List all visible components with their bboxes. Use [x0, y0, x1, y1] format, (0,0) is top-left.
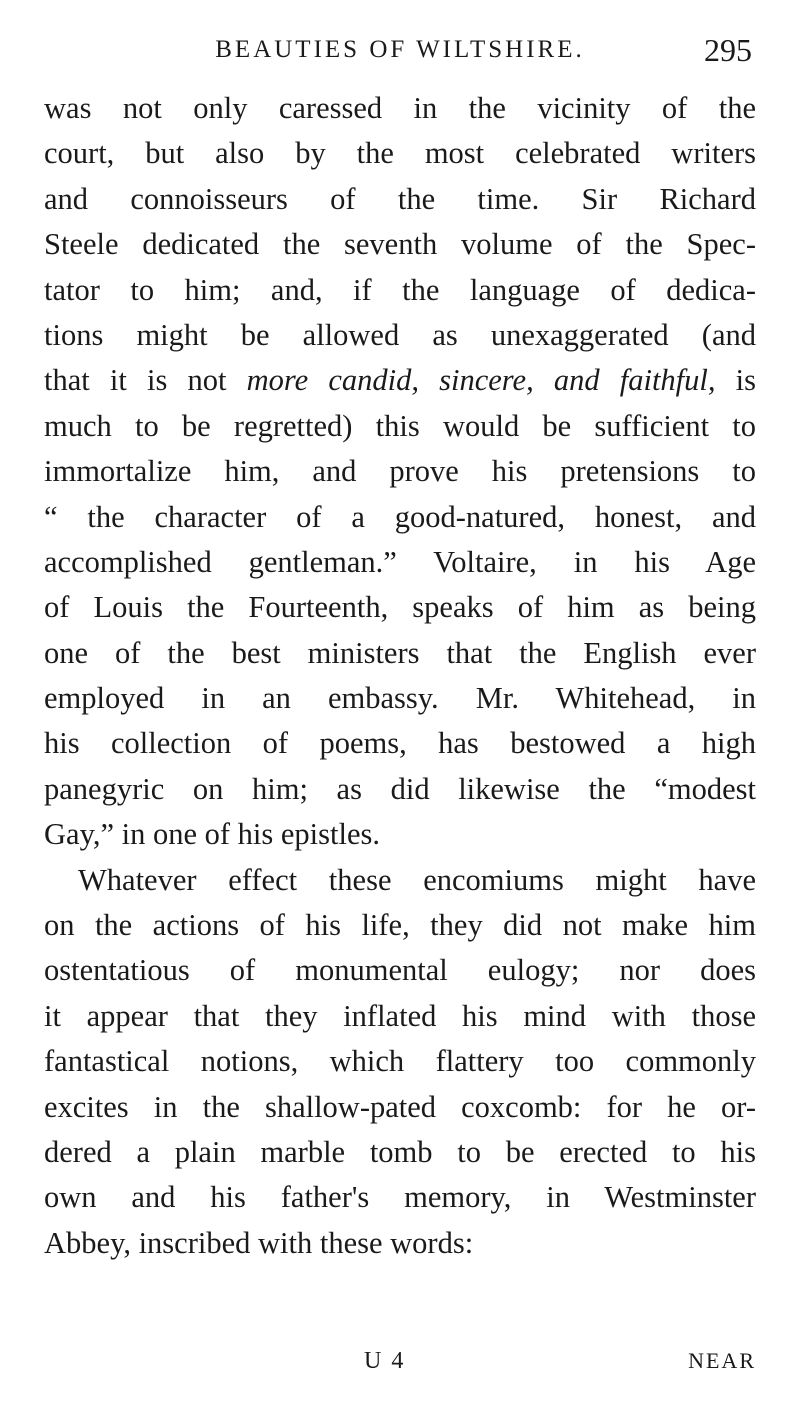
text-span: is	[715, 363, 756, 398]
text-line: much to be regretted) this would be sufficient to	[44, 408, 756, 443]
text-line: on the actions of his life, they did not make him	[44, 908, 756, 943]
italic-emphasis: more candid, sincere, and faithful,	[246, 363, 716, 398]
text-line: tions might be allowed as unexaggerated (and	[44, 317, 756, 352]
text-line: his collection of poems, has bestowed a high	[44, 726, 756, 761]
page-number: 295	[704, 32, 752, 68]
text-span: that it is not	[44, 363, 247, 398]
running-head	[44, 30, 756, 70]
running-title: BEAUTIES OF WILTSHIRE.	[215, 36, 585, 63]
text-line	[44, 358, 756, 403]
paragraph	[44, 858, 756, 1267]
text-line: own and his father's memory, in Westminster	[44, 1180, 756, 1215]
text-line: Whatever effect these encomiums might have	[78, 862, 756, 897]
text-line: panegyric on him; as did likewise the “modest	[44, 771, 756, 806]
paragraph	[44, 86, 756, 858]
text-line: Steele dedicated the seventh volume of the Spec-	[44, 227, 756, 262]
text-line: was not only caressed in the vicinity of the	[44, 91, 756, 125]
page-footer	[44, 1348, 756, 1384]
text-line: dered a plain marble tomb to be erected to his	[44, 1134, 756, 1169]
text-line: fantastical notions, which flattery too commonly	[44, 1044, 756, 1079]
text-line: ostentatious of monumental eulogy; nor does	[44, 953, 756, 988]
text-line: accomplished gentleman.” Voltaire, in his Age	[44, 544, 756, 579]
text-line: one of the best ministers that the English ever	[44, 635, 756, 670]
text-line: immortalize him, and prove his pretensions to	[44, 454, 756, 489]
catchword: NEAR	[688, 1348, 756, 1373]
text-line: and connoisseurs of the time. Sir Richard	[44, 181, 756, 216]
text-line: it appear that they inflated his mind with those	[44, 998, 756, 1033]
text-line: employed in an embassy. Mr. Whitehead, in	[44, 681, 756, 716]
text-line: “ the character of a good-natured, honest, and	[44, 499, 756, 534]
body-text	[44, 86, 756, 1266]
text-line: Gay,” in one of his epistles.	[44, 817, 380, 852]
signature-mark: U 4	[364, 1348, 406, 1374]
text-line: excites in the shallow-pated coxcomb: for he or-	[44, 1089, 756, 1124]
text-line: court, but also by the most celebrated writers	[44, 136, 756, 171]
text-line: tator to him; and, if the language of dedica-	[44, 272, 756, 307]
text-line: of Louis the Fourteenth, speaks of him as being	[44, 590, 756, 625]
text-line: Abbey, inscribed with these words:	[44, 1225, 474, 1260]
